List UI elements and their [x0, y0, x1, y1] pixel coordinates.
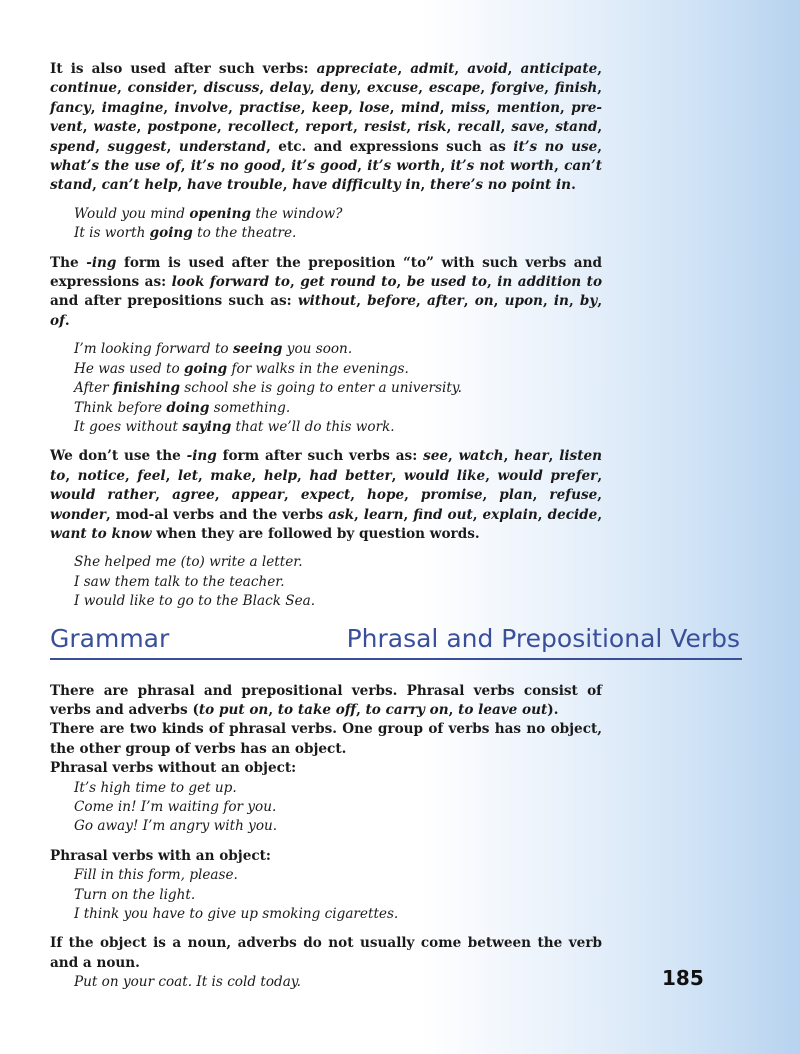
example-sentence: Fill in this form, please. [74, 867, 238, 884]
example-group-with-object [50, 866, 602, 924]
example-sentence: It goes without saying that we’ll do this work. [74, 418, 395, 435]
example-sentence: It is worth going to the theatre. [74, 225, 297, 242]
example-sentence: After finishing school she is going to enter a university. [74, 380, 463, 397]
example-sentence: Would you mind opening the window? [74, 205, 343, 222]
section-heading [50, 624, 742, 660]
example-sentence: Turn on the light. [74, 886, 196, 903]
example-group-no-object [50, 779, 602, 837]
rule-ing-after-to: The -ing form is used after the preposition “to” with such verbs and expressions as: look forward to, get round to, be used to, in addition to and after prepositions such as: without, before, after, on, upon, in, by, of. [50, 254, 603, 329]
example-sentence: I saw them talk to the teacher. [74, 573, 285, 590]
rule-ing-after-verbs: It is also used after such verbs: appreciate, admit, avoid, anticipate, continue, consider, discuss, delay, deny, excuse, escape, forgive, finish, fancy, imagine, involve, practise, keep, lose, mind, miss, mention, pre-vent, waste, postpone, recollect, report, resist, risk, recall, save, stand, spend, suggest, understand, etc. and expressions such as it’s no use, what’s the use of, it’s no good, it’s good, it’s worth, it’s not worth, can’t stand, can’t help, have trouble, have difficulty in, there’s no point in. [50, 61, 603, 194]
example-sentence: Come in! I’m waiting for you. [74, 799, 277, 815]
example-sentence: Think before doing something. [74, 399, 291, 416]
example-group-2 [50, 340, 602, 437]
example-sentence: She helped me (to) write a letter. [74, 554, 303, 571]
example-sentence: I’m looking forward to seeing you soon. [74, 341, 353, 358]
example-sentence: Put on your coat. It is cold today. [74, 974, 302, 991]
page-number: 185 [662, 966, 704, 990]
rule-noun-object: If the object is a noun, adverbs do not usually come between the verb and a noun. [50, 935, 602, 971]
phrasal-verbs-intro: There are phrasal and prepositional verbs. Phrasal verbs consist of verbs and adverbs (to put on, to take off, to carry on, to leave out). There are two kinds of phrasal verbs. One group of verbs has no object, the other group of verbs has an object. Phrasal verbs without an object: [50, 682, 602, 777]
rule-no-ing: We don’t use the -ing form after such verbs as: see, watch, hear, listen to, notice, feel, let, make, help, had better, would like, would prefer, would rather, agree, appear, expect, hope, promise, plan, refuse, wonder, mod-al verbs and the verbs ask, learn, find out, explain, decide, want to know when they are followed by question words. [50, 448, 603, 542]
example-sentence: I think you have to give up smoking cigarettes. [74, 906, 399, 923]
example-group-1 [50, 205, 602, 244]
example-sentence: I would like to go to the Black Sea. [74, 593, 316, 610]
phrasal-with-object-label: Phrasal verbs with an object: [50, 847, 271, 864]
example-sentence: Go away! I’m angry with you. [74, 818, 278, 835]
example-sentence: It’s high time to get up. [74, 779, 237, 796]
example-group-noun [50, 973, 602, 992]
heading-grammar-label: Grammar [50, 623, 170, 653]
heading-title: Phrasal and Prepositional Verbs [346, 623, 740, 653]
example-group-3 [50, 553, 602, 611]
example-sentence: He was used to going for walks in the evenings. [74, 360, 409, 377]
